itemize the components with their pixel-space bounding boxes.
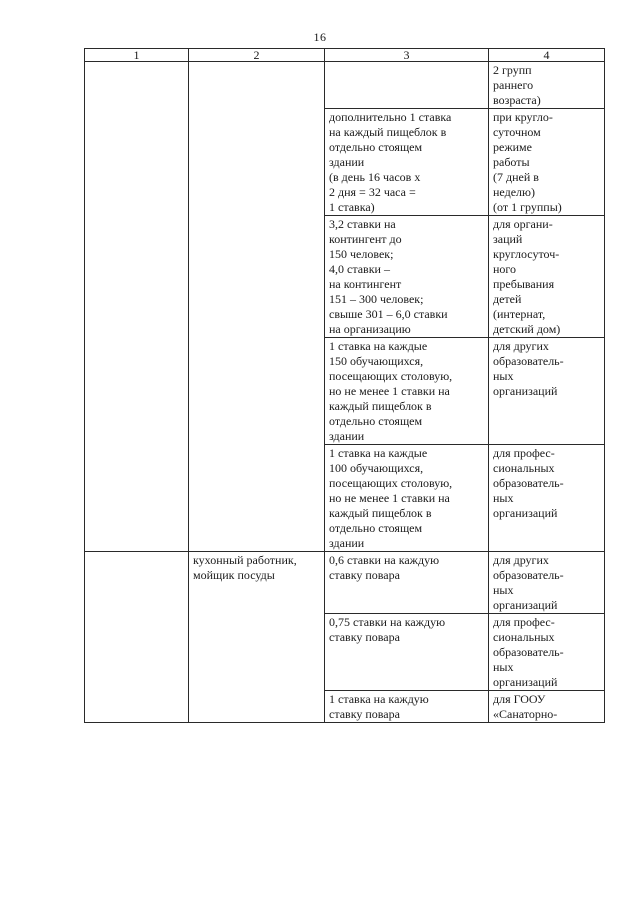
block-a-col2 [189,62,325,552]
block-b-col1 [85,552,189,723]
table-cell-norm: дополнительно 1 ставка на каждый пищеблок в отдельно стоящем здании (в день 16 часов х 2 дня = 32 часа = 1 ставка) [325,109,489,216]
table-cell-condition: для ГООУ «Санаторно- [489,691,605,723]
header-col-2: 2 [189,49,325,62]
table-cell-condition: при кругло- суточном режиме работы (7 дней в неделю) (от 1 группы) [489,109,605,216]
table-cell-condition: для профес- сиональных образователь- ных организаций [489,445,605,552]
page-number: 16 [313,30,327,44]
table-cell-condition: для органи- заций круглосуточ- ного пребывания детей (интернат, детский дом) [489,216,605,338]
table-row [85,62,605,109]
table-cell-norm [325,62,489,109]
table-cell-condition: 2 групп раннего возраста) [489,62,605,109]
position-name: кухонный работник, мойщик посуды [189,552,325,723]
table-cell-condition: для других образователь- ных организаций [489,552,605,614]
header-col-1: 1 [85,49,189,62]
table-cell-norm: 1 ставка на каждые 100 обучающихся, посещающих столовую, но не менее 1 ставки на каждый пищеблок в отдельно стоящем здании [325,445,489,552]
table-cell-norm: 0,75 ставки на каждую ставку повара [325,614,489,691]
table-cell-condition: для других образователь- ных организаций [489,338,605,445]
table-cell-condition: для профес- сиональных образователь- ных организаций [489,614,605,691]
block-a-col1 [85,62,189,552]
table-cell-norm: 1 ставка на каждую ставку повара [325,691,489,723]
table-row [85,552,605,614]
staffing-table [84,48,605,723]
header-col-4: 4 [489,49,605,62]
table-cell-norm: 1 ставка на каждые 150 обучающихся, посещающих столовую, но не менее 1 ставки на каждый пищеблок в отдельно стоящем здании [325,338,489,445]
table-cell-norm: 0,6 ставки на каждую ставку повара [325,552,489,614]
table-cell-norm: 3,2 ставки на контингент до 150 человек; 4,0 ставки – на контингент 151 – 300 человек; свыше 301 – 6,0 ставки на организацию [325,216,489,338]
header-col-3: 3 [325,49,489,62]
header-row [85,49,605,62]
